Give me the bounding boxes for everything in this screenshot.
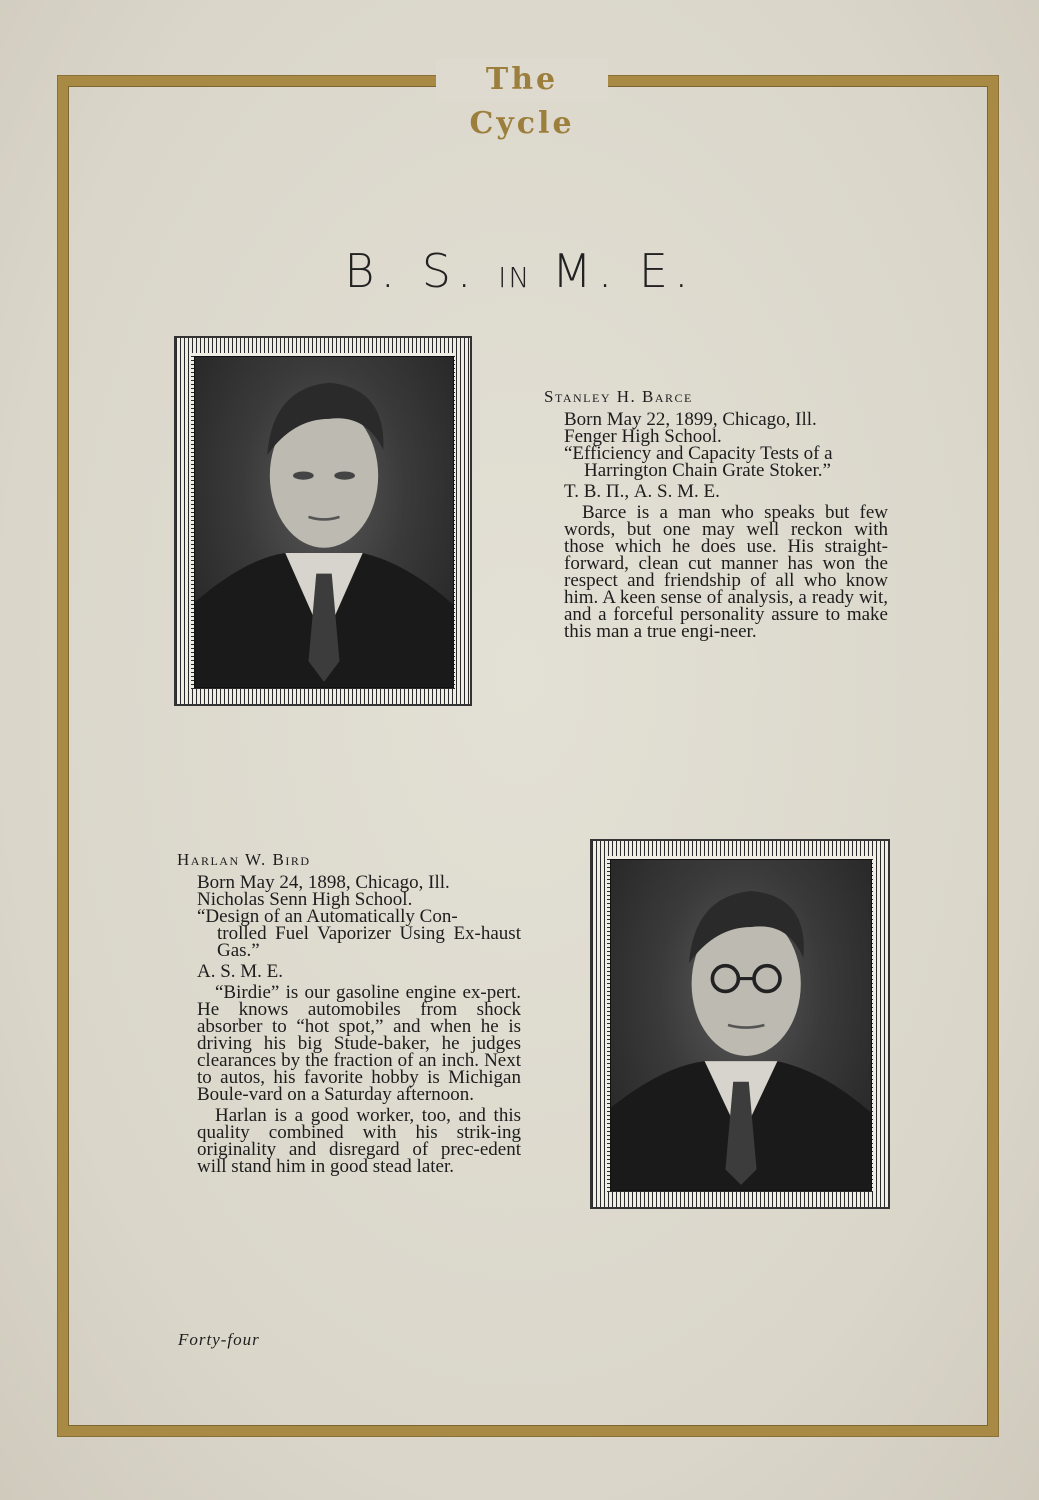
- entry-thesis-b: Harrington Chain Grate Stoker.”: [584, 460, 831, 481]
- entry-born: Born May 22, 1899, Chicago, Ill.: [564, 409, 817, 430]
- entry-born: Born May 24, 1898, Chicago, Ill.: [197, 872, 450, 893]
- entry-paragraph: Harlan is a good worker, too, and this quality combined with his strik-ing originality and disregard of prec-edent will stand him in good stead later.: [197, 1105, 521, 1177]
- entry-school: Fenger High School.: [564, 426, 722, 447]
- entry-thesis-b: trolled Fuel Vaporizer Using Ex-haust Gas.”: [217, 923, 521, 961]
- section-title-main-b: M. E.: [552, 244, 695, 298]
- entry-paragraph: Barce is a man who speaks but few words, but one may well reckon with those which he does use. His straight-forward, clean cut manner has won the respect and friendship of all who know him. A keen sense of analysis, a ready wit, and a forceful personality assure to make this man a true engi-neer.: [564, 502, 888, 642]
- entry-thesis-a: “Efficiency and Capacity Tests of a: [564, 443, 833, 464]
- entry-paragraph: “Birdie” is our gasoline engine ex-pert. He knows automobiles from shock absorber to “hot spot,” and when he is driving his big Stude-baker, he judges clearances by the fraction of an inch. Next to autos, his favorite hobby is Michigan Boule-vard on a Saturday afternoon.: [197, 982, 521, 1105]
- entry-thesis-a: “Design of an Automatically Con-: [197, 906, 458, 927]
- portrait-frame-barce: [174, 336, 472, 706]
- section-title-small: IN: [498, 261, 532, 294]
- portrait-frame-bird: [590, 839, 890, 1209]
- section-title-main-a: B. S.: [344, 244, 478, 298]
- entry-bird: [177, 851, 521, 1175]
- entry-name: Harlan W. Bird: [177, 850, 311, 869]
- entry-name: Stanley H. Barce: [544, 387, 693, 406]
- entry-societies: A. S. M. E.: [197, 961, 284, 982]
- page-number: Forty-four: [178, 1330, 260, 1349]
- portrait-barce: [194, 356, 454, 688]
- portrait-barce-drawing: [195, 357, 453, 687]
- masthead: The Cycle: [436, 58, 608, 102]
- entry-societies: T. B. Π., A. S. M. E.: [564, 481, 720, 502]
- section-title: [0, 244, 1039, 298]
- portrait-bird: [610, 859, 872, 1191]
- entry-barce: [544, 388, 888, 640]
- portrait-bird-drawing: [611, 860, 871, 1190]
- entry-school: Nicholas Senn High School.: [197, 889, 413, 910]
